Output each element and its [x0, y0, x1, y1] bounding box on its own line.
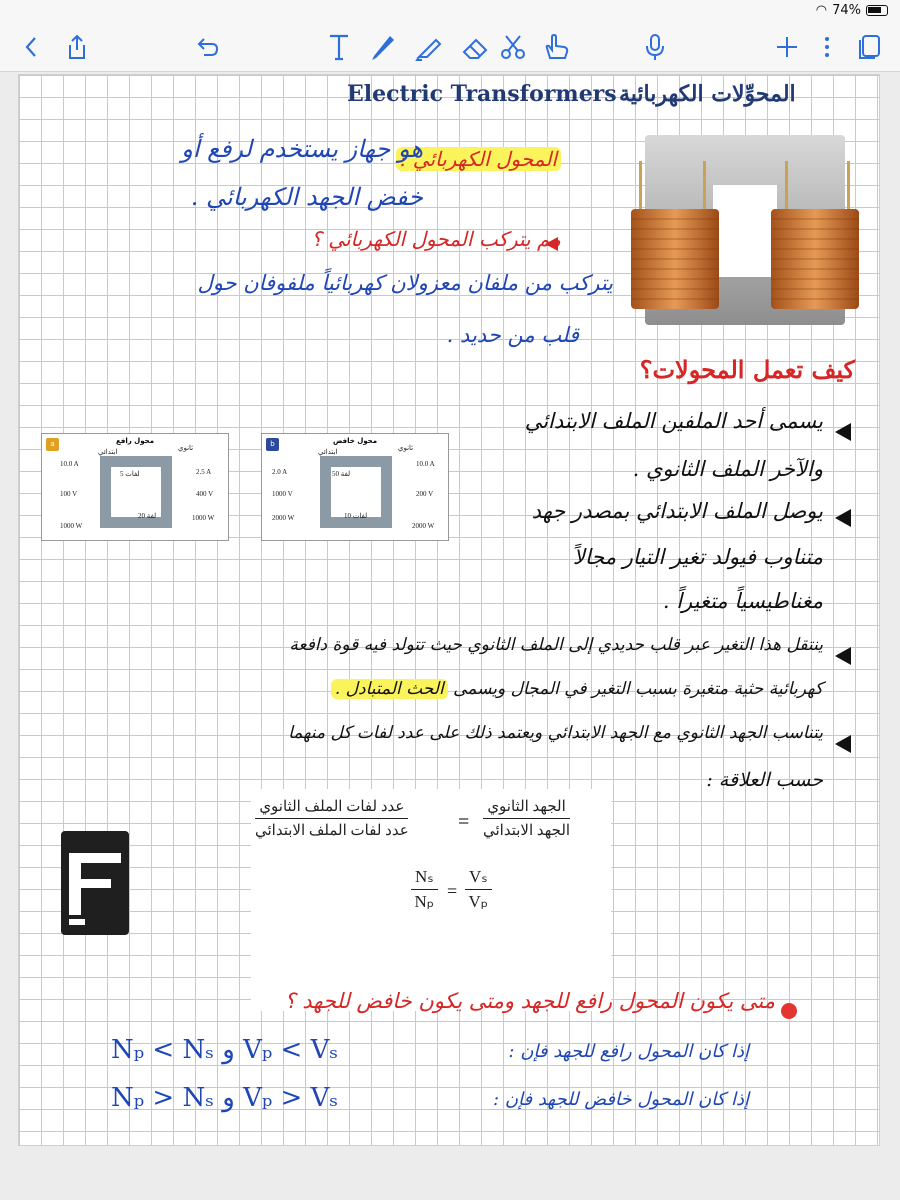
undo-icon[interactable] [190, 30, 224, 64]
secondary-power: 2000 W [412, 522, 435, 530]
symbol-vs: Vₛ [465, 867, 492, 890]
secondary-label: ثانوي [178, 444, 194, 452]
mutual-induction-highlight: الحث المتبادل . [331, 679, 448, 699]
bullet-1-line-1: يسمى أحد الملفين الملف الابتدائي [524, 409, 823, 433]
pages-icon[interactable] [852, 30, 886, 64]
battery-icon [866, 5, 888, 16]
bullet-marker-icon [835, 423, 851, 441]
wifi-icon: ◠ [815, 3, 828, 18]
bullet-2-line-3: مغناطيسياً متغيراً . [662, 589, 823, 613]
primary-turns: 5 لفات [120, 470, 140, 478]
primary-voltage: 100 V [60, 490, 78, 498]
formula-turns-primary: عدد لفات الملف الابتدائي [255, 823, 409, 839]
formula-voltage-primary: الجهد الابتدائي [483, 823, 571, 839]
text-tool-icon[interactable] [322, 30, 356, 64]
highlighter-icon[interactable] [412, 30, 446, 64]
primary-current: 2.0 A [272, 468, 288, 476]
hand-icon[interactable] [540, 30, 574, 64]
primary-label: ابتدائي [98, 448, 118, 456]
section-heading: كيف تعمل المحولات؟ [639, 355, 855, 384]
formula-turns-secondary: عدد لفات الملف الثانوي [255, 797, 408, 819]
question-step-up-down: متى يكون المحول رافع للجهد ومتى يكون خافض للجهد ؟ [284, 989, 775, 1013]
status-bar [0, 0, 900, 22]
notes-toolbar [0, 22, 900, 72]
title-english: Electric Transformers [347, 81, 617, 107]
ratio-formula [251, 789, 611, 1011]
microphone-icon[interactable] [638, 30, 672, 64]
bullet-marker-icon [835, 509, 851, 527]
core-label: قلب [350, 531, 363, 539]
bullet-3-line-1: ينتقل هذا التغير عبر قلب حديدي إلى الملف الثانوي حيث تتولد فيه قوة دافعة [289, 635, 823, 655]
eraser-icon[interactable] [458, 30, 492, 64]
formula-equals: = [458, 811, 470, 833]
answer-composition-line-1: يتركب من ملفان معزولان كهربائياً ملفوفان حول [197, 271, 613, 295]
case-step-up-math: Nₚ < Nₛ و Vₚ < Vₛ [111, 1035, 339, 1065]
note-page[interactable] [18, 74, 880, 1146]
secondary-current: 2.5 A [196, 468, 212, 476]
case-step-up-text: إذا كان المحول رافع للجهد فإن : [508, 1041, 749, 1062]
bullet-marker-icon [835, 735, 851, 753]
secondary-label: ثانوي [398, 444, 414, 452]
step-up-transformer-diagram [41, 433, 229, 541]
formula-arabic-left [255, 797, 409, 840]
add-page-icon[interactable] [770, 30, 804, 64]
answer-composition-line-2: قلب من حديد . [446, 323, 579, 347]
primary-voltage: 1000 V [272, 490, 293, 498]
bullet-marker-icon [835, 647, 851, 665]
title-arabic: المحوِّلات الكهربائية [619, 81, 796, 107]
diagram-heading: محول رافع [115, 437, 155, 445]
diagram-badge: b [266, 438, 279, 451]
battery-indicator [816, 3, 888, 18]
bullet-2-line-1: يوصل الملف الابتدائي بمصدر جهد [531, 499, 823, 523]
battery-percent: 74% [832, 3, 861, 18]
formula-arabic-right [483, 797, 570, 840]
page-background-footer [0, 1146, 900, 1200]
step-down-transformer-diagram [261, 433, 449, 541]
red-dot-icon [781, 1003, 797, 1019]
back-chevron-icon[interactable] [14, 30, 48, 64]
definition-line-2: خفض الجهد الكهربائي . [190, 183, 423, 211]
more-icon[interactable] [810, 30, 844, 64]
primary-turns: 50 لفة [332, 470, 351, 478]
case-step-down-text: إذا كان المحول خافض للجهد فإن : [493, 1089, 749, 1110]
secondary-voltage: 400 V [196, 490, 214, 498]
diagram-heading: محول خافض [332, 437, 378, 445]
definition-label: المحول الكهربائي : [396, 147, 561, 171]
core-label: قلب [130, 531, 143, 539]
pen-icon[interactable] [366, 30, 400, 64]
secondary-power: 1000 W [192, 514, 215, 522]
share-icon[interactable] [60, 30, 94, 64]
bullet-1-line-2: والآخر الملف الثانوي . [632, 457, 823, 481]
primary-current: 10.0 A [60, 460, 79, 468]
secondary-turns: 10 لفات [344, 512, 368, 520]
definition-line-1: هو جهاز يستخدم لرفع أو [181, 135, 423, 163]
question-composition: مم يتركب المحول الكهربائي ؟ [311, 227, 561, 251]
primary-power: 2000 W [272, 514, 295, 522]
symbol-ns: Nₛ [411, 867, 438, 890]
primary-label: ابتدائي [318, 448, 338, 456]
bullet-4-line-2: حسب العلاقة : [706, 769, 823, 791]
app-logo-icon [61, 831, 129, 935]
symbol-np: Nₚ [414, 892, 435, 911]
secondary-current: 10.0 A [416, 460, 435, 468]
formula-symbol-equals: = [447, 881, 458, 901]
formula-symbol-left [411, 867, 438, 912]
transformer-photo [625, 125, 861, 341]
symbol-vp: Vₚ [468, 892, 489, 911]
bullet-4-line-1: يتناسب الجهد الثانوي مع الجهد الابتدائي ويعتمد ذلك على عدد لفات كل منهما [288, 723, 823, 743]
bullet-3-line-2: كهربائية حثية متغيرة بسبب التغير في المجال ويسمى الحث المتبادل . [331, 679, 823, 699]
scissors-icon[interactable] [496, 30, 530, 64]
iron-core [100, 456, 172, 528]
primary-power: 1000 W [60, 522, 83, 530]
bullet-2-line-2: متناوب فيولد تغير التيار مجالاً [572, 545, 823, 569]
formula-voltage-secondary: الجهد الثانوي [483, 797, 569, 819]
formula-symbol-right [465, 867, 492, 912]
diagram-badge: a [46, 438, 59, 451]
case-step-down-math: Nₚ > Nₛ و Vₚ > Vₛ [111, 1083, 339, 1113]
secondary-turns: 20 لفة [138, 512, 157, 520]
secondary-voltage: 200 V [416, 490, 434, 498]
